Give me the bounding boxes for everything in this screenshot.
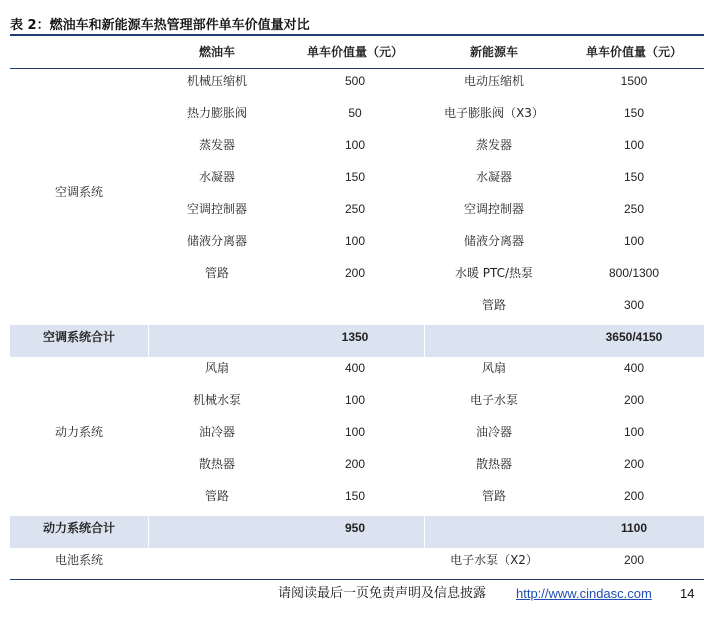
fuel-value-cell — [286, 289, 424, 321]
nev-part-cell: 风扇 — [481, 361, 506, 375]
nev-part-cell: 蒸发器 — [475, 138, 512, 152]
fuel-value-cell: 500 — [344, 74, 366, 88]
nev-part-cell: 油冷器 — [475, 425, 512, 439]
nev-value-cell: 400 — [623, 361, 645, 375]
power-system-label: 动力系统 — [54, 425, 103, 439]
nev-value-cell: 150 — [623, 106, 645, 120]
fuel-part-cell — [148, 544, 286, 576]
ac-nev-total: 3650/4150 — [605, 330, 663, 344]
nev-part-cell: 管路 — [481, 298, 506, 312]
fuel-part-cell: 水凝器 — [198, 170, 235, 184]
fuel-part-cell: 散热器 — [198, 457, 235, 471]
nev-part-cell: 储液分离器 — [463, 234, 524, 248]
nev-part-cell: 空调控制器 — [463, 202, 524, 216]
fuel-part-cell: 油冷器 — [198, 425, 235, 439]
ac-system-label: 空调系统 — [54, 185, 103, 199]
fuel-part-cell: 蒸发器 — [198, 138, 235, 152]
ac-total-label: 空调系统合计 — [42, 330, 115, 344]
ac-fuel-total: 1350 — [341, 330, 369, 344]
header-fuel-vehicle: 燃油车 — [198, 45, 235, 59]
nev-value-cell: 150 — [623, 170, 645, 184]
fuel-value-cell: 250 — [344, 202, 366, 216]
fuel-value-cell: 100 — [344, 425, 366, 439]
nev-value-cell: 200 — [623, 489, 645, 503]
fuel-value-cell — [286, 544, 424, 576]
nev-value-cell: 800/1300 — [608, 266, 660, 280]
table-bottom-rule — [10, 579, 704, 580]
fuel-part-cell: 管路 — [204, 489, 229, 503]
nev-part-cell: 电子膨胀阀（X3） — [444, 106, 544, 120]
nev-value-cell: 250 — [623, 202, 645, 216]
nev-value-cell: 1500 — [620, 74, 648, 88]
header-fuel-value: 单车价值量（元） — [306, 45, 403, 59]
table-title: 表 2：燃油车和新能源车热管理部件单车价值量对比 — [10, 18, 310, 33]
power-total-label: 动力系统合计 — [42, 521, 115, 535]
fuel-value-cell: 50 — [348, 106, 362, 120]
nev-value-cell: 200 — [623, 553, 645, 567]
fuel-value-cell: 100 — [344, 138, 366, 152]
nev-value-cell: 200 — [623, 393, 645, 407]
fuel-part-cell — [148, 289, 286, 321]
power-fuel-total: 950 — [344, 521, 366, 535]
header-nev-value: 单车价值量（元） — [585, 45, 682, 59]
fuel-value-cell: 400 — [344, 361, 366, 375]
fuel-part-cell: 机械水泵 — [192, 393, 241, 407]
battery-system-label: 电池系统 — [54, 553, 103, 567]
nev-part-cell: 管路 — [481, 489, 506, 503]
nev-value-cell: 100 — [623, 234, 645, 248]
page-number: 14 — [680, 586, 695, 601]
fuel-part-cell: 风扇 — [204, 361, 229, 375]
nev-part-cell: 水凝器 — [475, 170, 512, 184]
disclaimer-text: 请阅读最后一页免责声明及信息披露 — [278, 586, 487, 601]
nev-value-cell: 200 — [623, 457, 645, 471]
fuel-value-cell: 200 — [344, 266, 366, 280]
nev-part-cell: 电子水泵（X2） — [450, 553, 538, 567]
fuel-part-cell: 储液分离器 — [186, 234, 247, 248]
nev-part-cell: 电动压缩机 — [463, 74, 524, 88]
nev-value-cell: 100 — [623, 425, 645, 439]
nev-value-cell: 300 — [623, 298, 645, 312]
nev-value-cell: 100 — [623, 138, 645, 152]
fuel-part-cell: 空调控制器 — [186, 202, 247, 216]
website-link[interactable]: http://www.cindasc.com — [516, 586, 652, 601]
fuel-value-cell: 200 — [344, 457, 366, 471]
nev-part-cell: 散热器 — [475, 457, 512, 471]
fuel-value-cell: 150 — [344, 170, 366, 184]
header-nev: 新能源车 — [469, 45, 518, 59]
fuel-value-cell: 100 — [344, 393, 366, 407]
fuel-part-cell: 机械压缩机 — [186, 74, 247, 88]
power-nev-total: 1100 — [620, 521, 648, 535]
nev-part-cell: 电子水泵 — [469, 393, 518, 407]
fuel-value-cell: 150 — [344, 489, 366, 503]
nev-part-cell: 水暖 PTC/热泵 — [454, 266, 534, 280]
fuel-part-cell: 热力膨胀阀 — [186, 106, 247, 120]
fuel-value-cell: 100 — [344, 234, 366, 248]
fuel-part-cell: 管路 — [204, 266, 229, 280]
